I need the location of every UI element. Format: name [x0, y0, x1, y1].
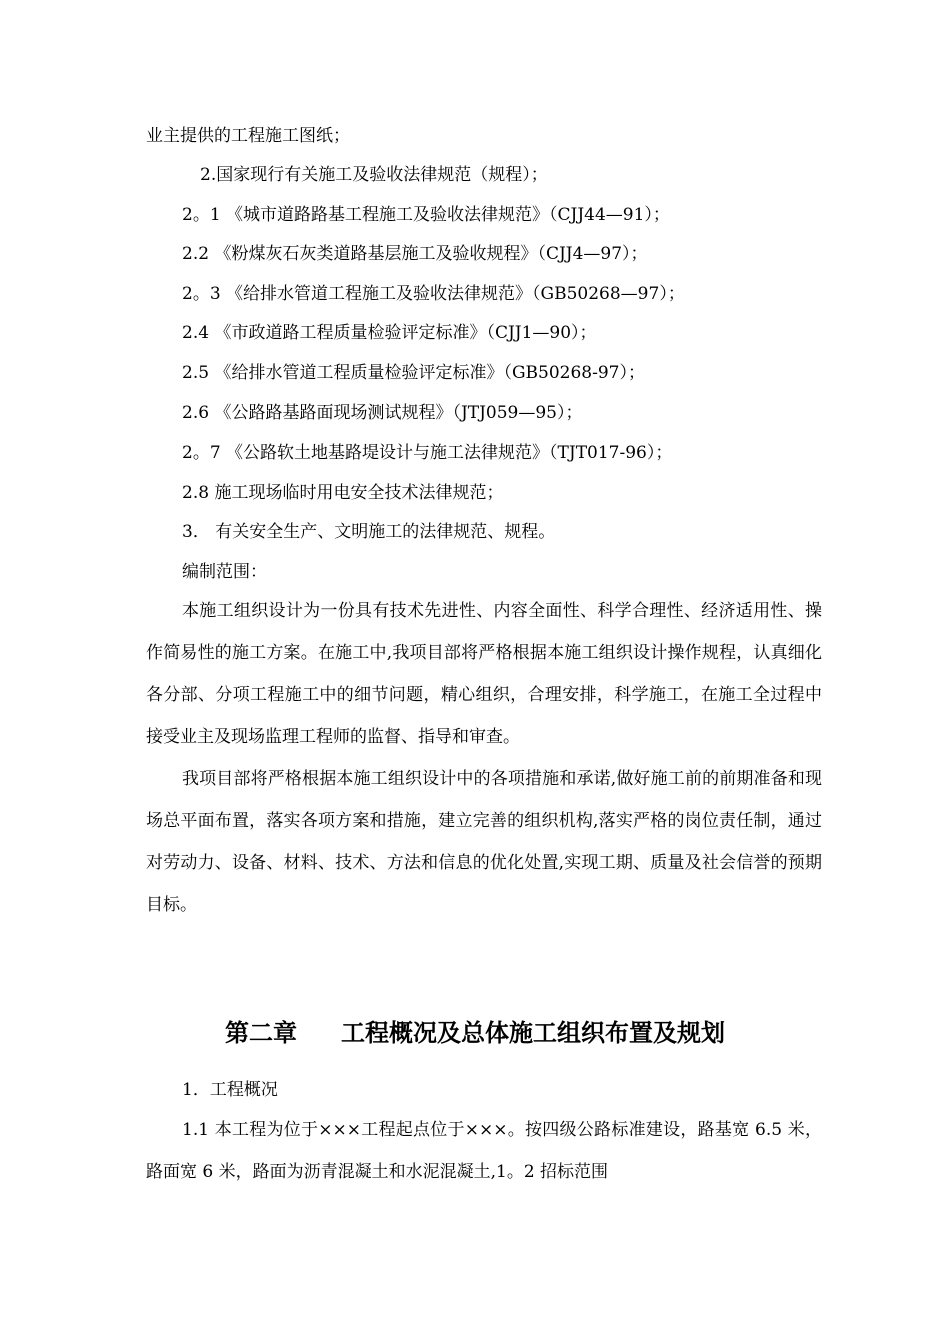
overview-heading: 1．工程概况	[182, 1080, 278, 1100]
basis-item-2: 2.国家现行有关施工及验收法律规范（规程）；	[200, 165, 548, 185]
basis-item-2-5: 2.5 《给排水管道工程质量检验评定标准》（GB50268-97）；	[182, 363, 645, 383]
basis-item-3: 3． 有关安全生产、文明施工的法律规范、规程。	[182, 522, 556, 542]
scope-paragraph-1: 本施工组织设计为一份具有技术先进性、内容全面性、科学合理性、经济适用性、操作简易性的施工方案。在施工中,我项目部将严格根据本施工组织设计操作规程，认真细化各分部、分项工程施工中的细节问题，精心组织，合理安排，科学施工，在施工全过程中接受业主及现场监理工程师的监督、指导和审查。	[146, 601, 822, 747]
basis-item-2-4: 2.4 《市政道路工程质量检验评定标准》（CJJ1—90）；	[182, 323, 597, 343]
basis-item-2-7: 2。7 《公路软土地基路堤设计与施工法律规范》（TJT017-96）；	[182, 443, 673, 463]
basis-item-2-1: 2。1 《城市道路路基工程施工及验收法律规范》（CJJ44—91）；	[182, 205, 670, 225]
basis-item-2-8: 2.8 施工现场临时用电安全技术法律规范；	[182, 483, 504, 503]
chapter-heading	[0, 1016, 950, 1050]
chapter-title: 工程概况及总体施工组织布置及规划	[341, 1018, 725, 1047]
basis-item-2-6: 2.6 《公路路基路面现场测试规程》（JTJ059—95）；	[182, 403, 583, 423]
scope-heading: 编制范围：	[182, 562, 267, 582]
intro-line: 业主提供的工程施工图纸；	[146, 126, 350, 146]
basis-item-2-2: 2.2 《粉煤灰石灰类道路基层施工及验收规程》（CJJ4—97）；	[182, 244, 648, 264]
scope-paragraph-2: 我项目部将严格根据本施工组织设计中的各项措施和承诺,做好施工前的前期准备和现场总平面布置，落实各项方案和措施，建立完善的组织机构,落实严格的岗位责任制，通过对劳动力、设备、材料、技术、方法和信息的优化处置,实现工期、质量及社会信誉的预期目标。	[146, 769, 822, 915]
basis-item-2-3: 2。3 《给排水管道工程施工及验收法律规范》（GB50268—97）；	[182, 284, 685, 304]
overview-paragraph: 1.1 本工程为位于×××工程起点位于×××。按四级公路标准建设，路基宽 6.5 米，路面宽 6 米，路面为沥青混凝土和水泥混凝土,1。2 招标范围	[146, 1120, 822, 1182]
chapter-number: 第二章	[225, 1018, 297, 1047]
